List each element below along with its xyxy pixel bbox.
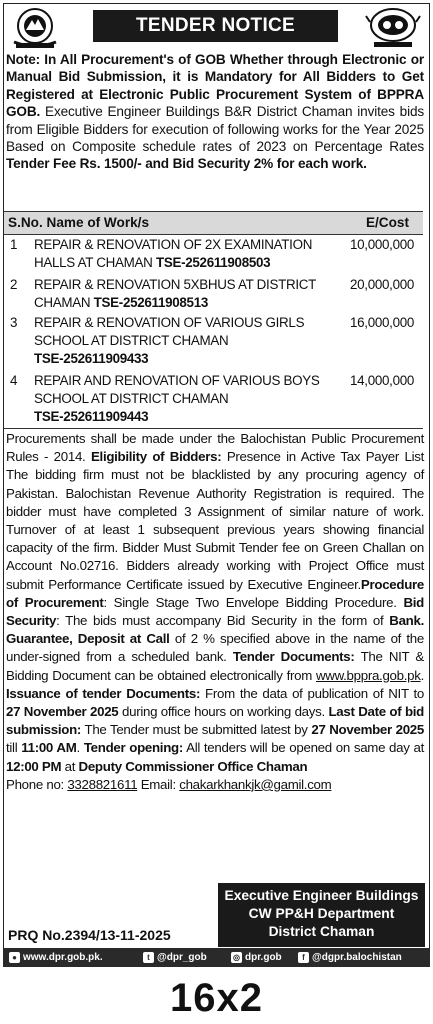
row-number: 2: [10, 277, 18, 292]
estimated-cost: 10,000,000: [350, 237, 415, 252]
terms-text: All tenders will be opened on same day at: [182, 740, 424, 756]
terms-emphasis: 11:00 AM: [21, 740, 77, 756]
terms-text: Procurements shall be made under the Balochistan Public Procurement Rules - 2014.: [6, 431, 424, 465]
tender-notice-title: TENDER NOTICE: [93, 10, 338, 42]
terms-heading: Tender opening:: [83, 740, 183, 756]
row-number: 3: [10, 315, 18, 330]
signature-line: CW PP&H Department: [248, 906, 395, 921]
terms-text: .: [76, 740, 84, 756]
section-divider: [4, 428, 423, 429]
footer-facebook-text: @dgpr.balochistan: [312, 952, 402, 963]
email-link[interactable]: chakarkhankjk@gamil.com: [179, 776, 332, 792]
footer-web[interactable]: [9, 950, 103, 965]
terms-text: at: [61, 758, 79, 774]
twitter-icon: t: [143, 952, 154, 963]
terms-heading: Eligibility of Bidders:: [90, 449, 222, 465]
work-name: [34, 314, 344, 368]
globe-icon: ●: [9, 952, 20, 963]
prq-number: PRQ No.2394/13-11-2025: [8, 927, 171, 943]
column-header-name: S.No. Name of Work/s: [8, 215, 150, 230]
terms-emphasis: Bank. Guarantee, Deposit at Call: [6, 613, 424, 647]
terms-text: during office hours on working days.: [118, 704, 329, 720]
estimated-cost: 20,000,000: [350, 277, 415, 292]
terms-text: Presence in Active Tax Payer List The bidding firm must not be blacklisted by any procuring agency of Pakistan. Balochistan Revenue Authority Registration is required. The bidder must have completed 3 Assignment of similar nature of work. Turnover of at least 1 subsequent previous years showing financial capacity of the firm. Bidder Must Submit Tender fee on Green Challan on Account No.02716. Bidders already working with Project Office must submit Performance Certificate issued by Executive Engineer.: [6, 449, 424, 592]
phone-number[interactable]: 3328821611: [67, 776, 138, 792]
row-number: 4: [10, 373, 18, 388]
intro-paragraph: [6, 51, 424, 173]
work-name: [34, 236, 344, 272]
facebook-icon: f: [298, 952, 309, 963]
email-label: Email:: [137, 776, 180, 792]
terms-heading: Last Date of bid submission:: [6, 704, 424, 738]
estimated-cost: 16,000,000: [350, 315, 415, 330]
bppra-emblem-icon: [364, 6, 422, 50]
work-name-line: REPAIR & RENOVATION 5XBHUS AT DISTRICT: [34, 277, 317, 292]
signature-block: [218, 883, 425, 947]
terms-text: : Single Stage Two Envelope Bidding Procedure.: [103, 594, 404, 610]
tse-number: TSE-252611908503: [155, 255, 271, 270]
terms-text: From the data of publication of NIT to: [200, 685, 425, 701]
terms-heading: Procedure of Procurement: [6, 576, 424, 610]
instagram-icon: ◎: [231, 952, 242, 963]
tse-number: TSE-252611908513: [93, 295, 208, 310]
signature-line: District Chaman: [268, 924, 375, 939]
footer-twitter-text: @dpr_gob: [157, 952, 207, 963]
footer-web-text: www.dpr.gob.pk.: [23, 952, 103, 963]
phone-label: Phone no:: [6, 776, 68, 792]
work-name-line: SCHOOL AT DISTRICT CHAMAN: [34, 391, 229, 406]
work-name-line: CHAMAN: [34, 295, 94, 310]
footer-twitter[interactable]: [143, 950, 207, 965]
work-name-line: REPAIR & RENOVATION OF VARIOUS GIRLS: [34, 315, 305, 330]
social-footer: [3, 948, 430, 967]
terms-emphasis: Deputy Commissioner Office Chaman: [78, 758, 308, 774]
row-number: 1: [10, 237, 18, 252]
tender-fee-note: Tender Fee Rs. 1500/- and Bid Security 2% for each work.: [6, 156, 367, 172]
terms-text: of 2 % specified above in the name of the under-signed from a scheduled bank.: [6, 631, 424, 665]
signature-line: Executive Engineer Buildings: [224, 888, 419, 903]
tse-number: TSE-252611909433: [34, 351, 149, 366]
terms-text: The NIT & Bidding Document can be obtained electronically from: [6, 649, 424, 683]
terms-text: .: [420, 667, 424, 683]
works-table-header: [4, 211, 423, 235]
terms-emphasis: 27 November 2025: [311, 722, 424, 738]
terms-emphasis: 12:00 PM: [6, 758, 62, 774]
work-name: [34, 372, 344, 426]
footer-facebook[interactable]: [298, 950, 402, 965]
terms-text: till: [6, 740, 22, 756]
terms-heading: Issuance of tender Documents:: [6, 685, 201, 701]
footer-instagram-text: dpr.gob: [245, 952, 282, 963]
work-name-line: REPAIR & RENOVATION OF 2X EXAMINATION: [34, 237, 313, 252]
terms-heading: Bid Security: [6, 594, 424, 629]
terms-text: The Tender must be submitted latest by: [81, 722, 312, 738]
work-name-line: SCHOOL AT DISTRICT CHAMAN: [34, 333, 229, 348]
bppra-website-link[interactable]: www.bppra.gob.pk: [315, 667, 421, 683]
estimated-cost: 14,000,000: [350, 373, 415, 388]
terms-paragraph: [6, 430, 424, 794]
terms-text: : The bids must accompany Bid Security in the form of: [56, 613, 390, 629]
work-name-line: HALLS AT CHAMAN: [34, 255, 156, 270]
balochistan-govt-emblem-icon: [6, 6, 64, 50]
footer-instagram[interactable]: [231, 950, 282, 965]
registration-note: Note: In All Procurement's of GOB Whether through Electronic or Manual Bid Submission, it is Mandatory for All Bidders to Get Registered at Electronic Public Procurement System of BPPRA GOB.: [6, 52, 424, 120]
invitation-text: Executive Engineer Buildings B&R District Chaman invites bids from Eligible Bidders for execution of following works for the Year 2025 Based on Composite schedule rates of 2023 on Percentage Rates: [6, 104, 424, 155]
terms-emphasis: 27 November 2025: [6, 704, 119, 720]
column-header-cost: E/Cost: [365, 215, 409, 230]
work-name-line: REPAIR AND RENOVATION OF VARIOUS BOYS: [34, 373, 320, 388]
work-name: [34, 276, 344, 312]
terms-heading: Tender Documents:: [232, 649, 355, 665]
tse-number: TSE-252611909443: [34, 409, 149, 424]
ad-size-label: 16x2: [170, 976, 263, 1020]
